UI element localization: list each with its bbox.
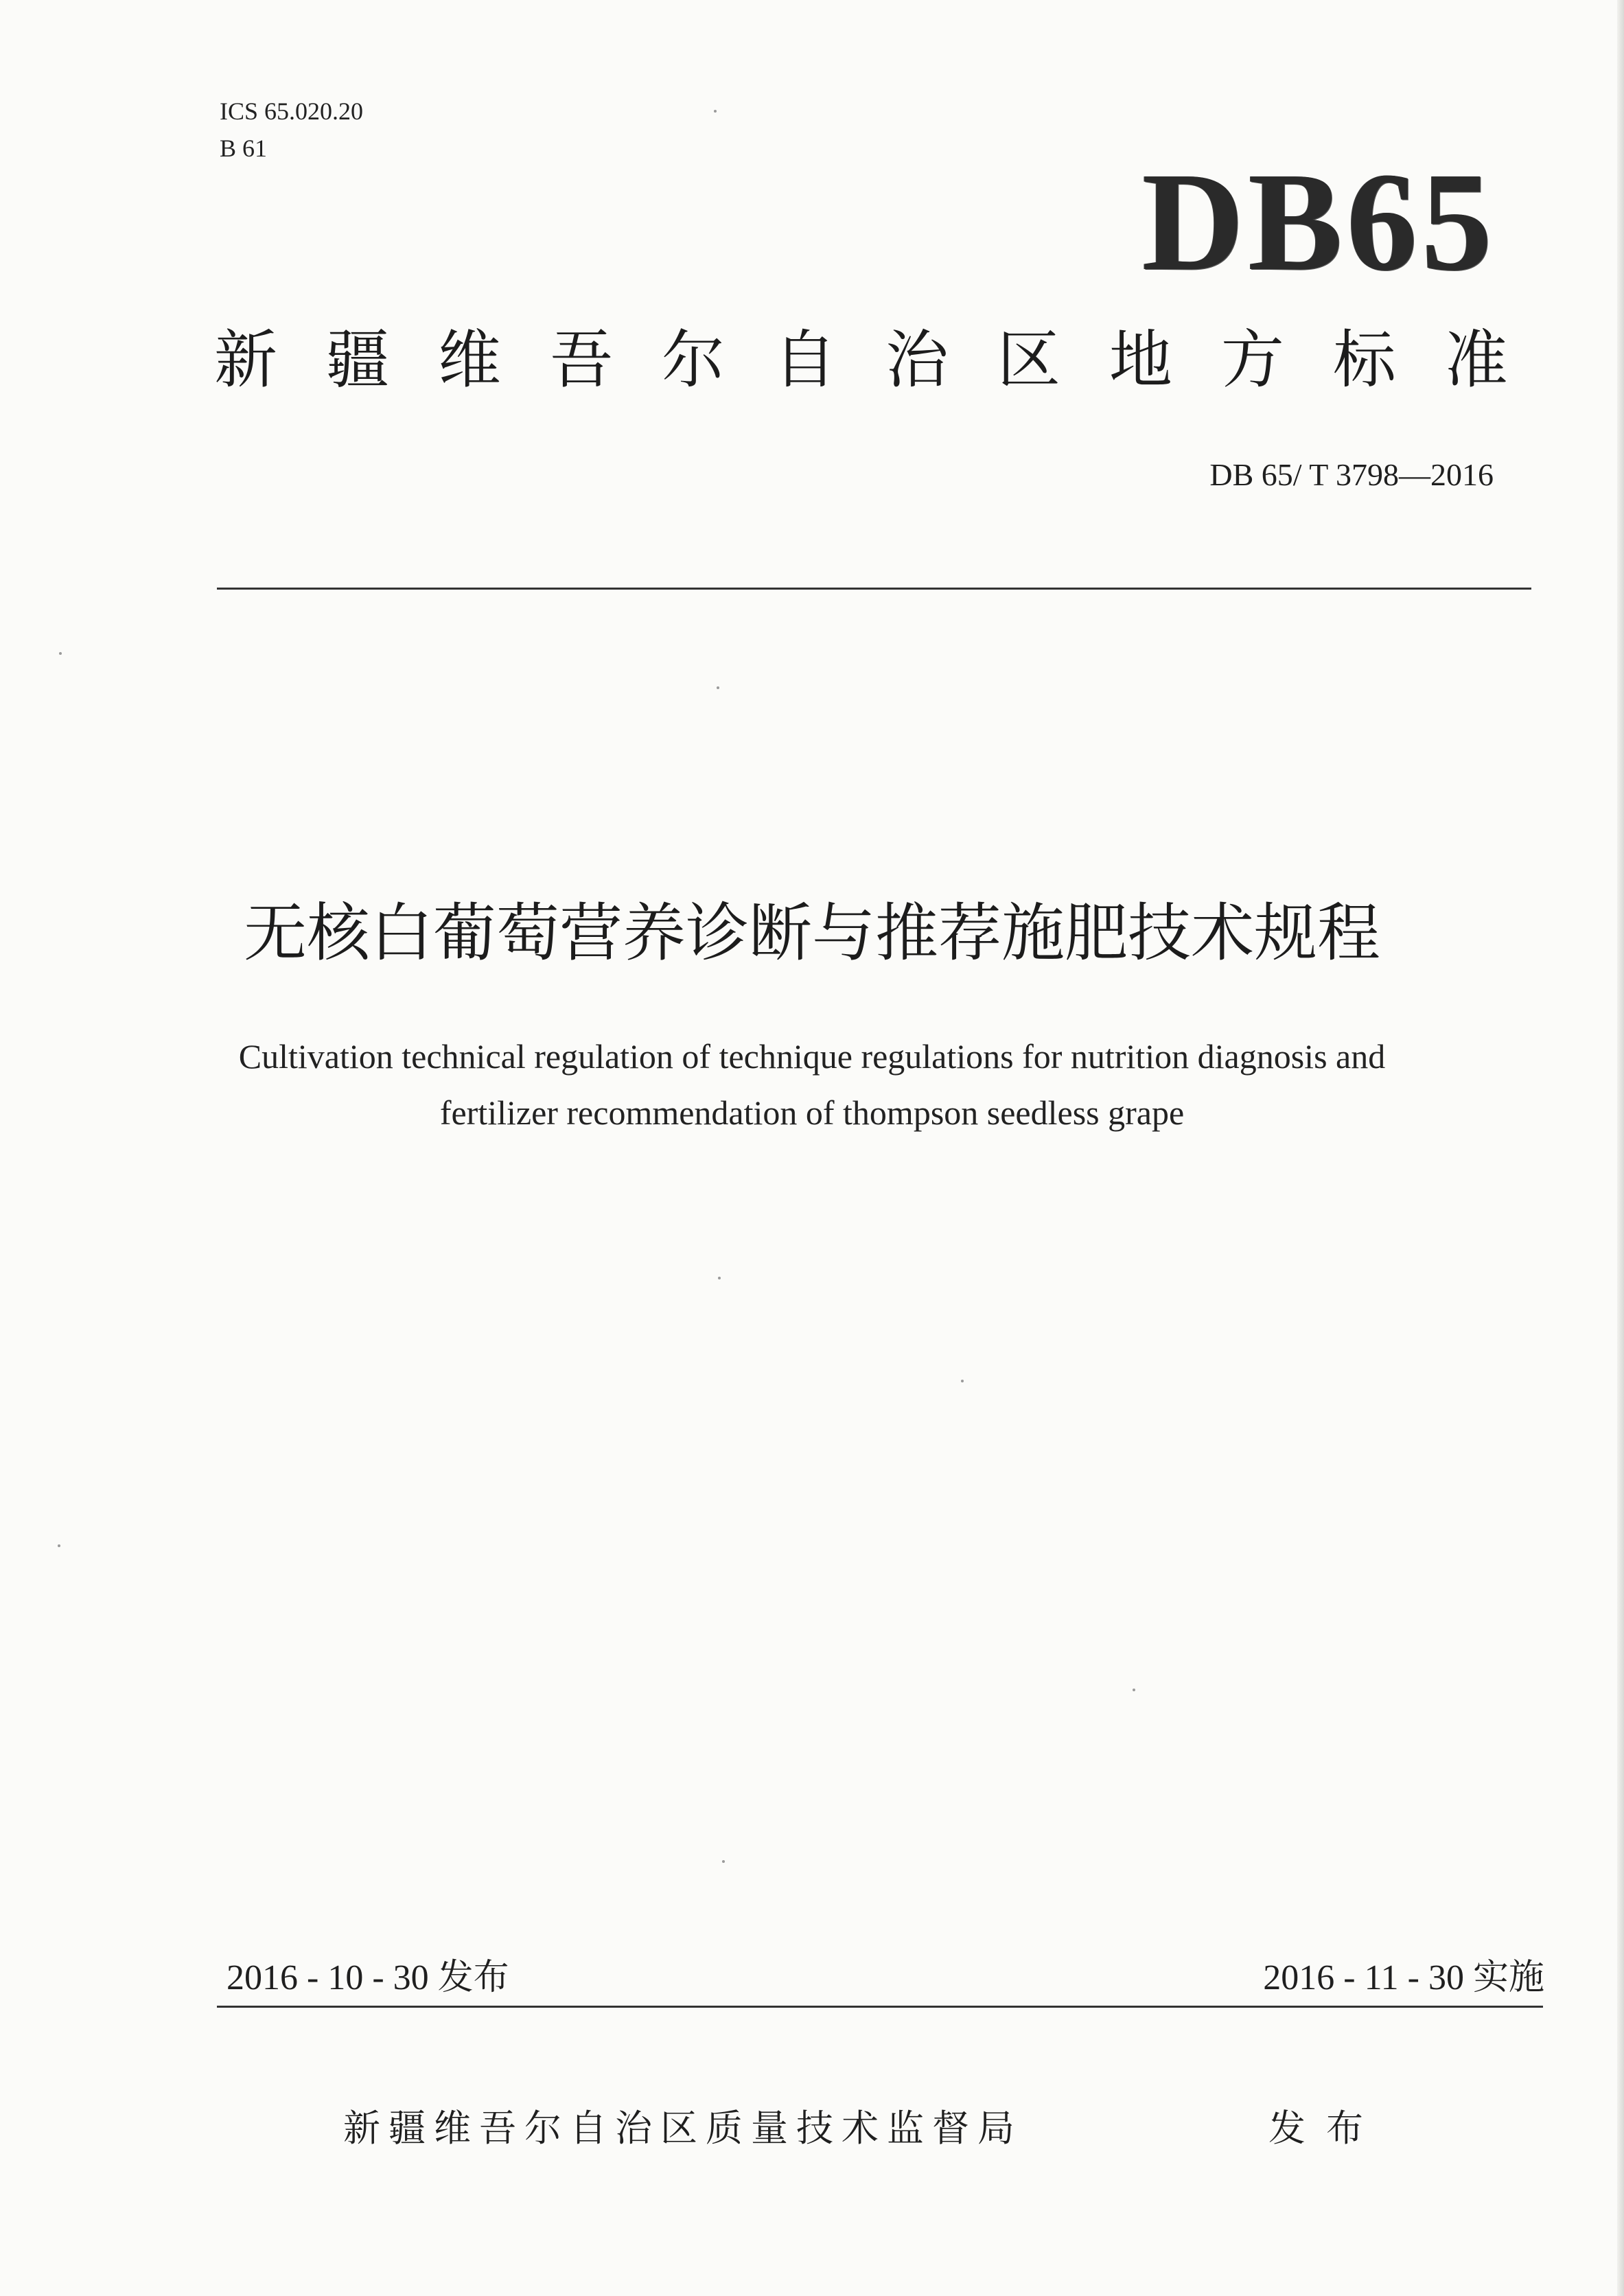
category-char: 维 (437, 323, 501, 397)
category-char: 方 (1220, 323, 1284, 397)
header-divider (217, 588, 1531, 590)
issuing-authority: 新疆维吾尔自治区质量技术监督局 (343, 2107, 1023, 2150)
standard-category-heading (214, 323, 1508, 398)
category-char: 尔 (661, 323, 725, 397)
db65-logo: DB65 (1141, 143, 1496, 300)
scan-speck (59, 652, 62, 655)
issue-label: 发布 (1268, 2107, 1384, 2150)
ccs-code: B 61 (220, 135, 268, 162)
category-char: 吾 (549, 323, 613, 397)
scan-speck (1133, 1689, 1135, 1691)
category-char: 区 (997, 323, 1060, 397)
category-char: 地 (1109, 323, 1172, 397)
scan-speck (961, 1380, 964, 1382)
title-english-line2: fertilizer recommendation of thompson seedless grape (439, 1093, 1185, 1132)
category-char: 新 (214, 323, 278, 397)
category-char: 准 (1444, 323, 1508, 397)
title-chinese: 无核白葡萄营养诊断与推荐施肥技术规程 (243, 896, 1380, 970)
category-char: 标 (1332, 323, 1396, 397)
scan-speck (722, 1860, 725, 1863)
title-english-line1: Cultivation technical regulation of technique regulations for nutrition diagnosis and (238, 1037, 1386, 1076)
scan-speck (717, 686, 719, 689)
scan-edge (1617, 0, 1624, 2296)
ics-code: ICS 65.020.20 (220, 97, 364, 125)
implementation-date: 2016 - 11 - 30 实施 (1263, 1958, 1544, 1997)
standard-number: DB 65/ T 3798—2016 (1209, 457, 1494, 492)
footer-divider (217, 2006, 1543, 2008)
issue-date: 2016 - 10 - 30 发布 (227, 1958, 509, 1997)
scan-speck (714, 110, 717, 113)
category-char: 治 (885, 323, 949, 397)
title-english (0, 1028, 1624, 1141)
scan-speck (718, 1277, 721, 1279)
category-char: 疆 (325, 323, 389, 397)
classification-codes (220, 93, 363, 167)
category-char: 自 (773, 323, 837, 397)
scan-speck (58, 1544, 60, 1547)
